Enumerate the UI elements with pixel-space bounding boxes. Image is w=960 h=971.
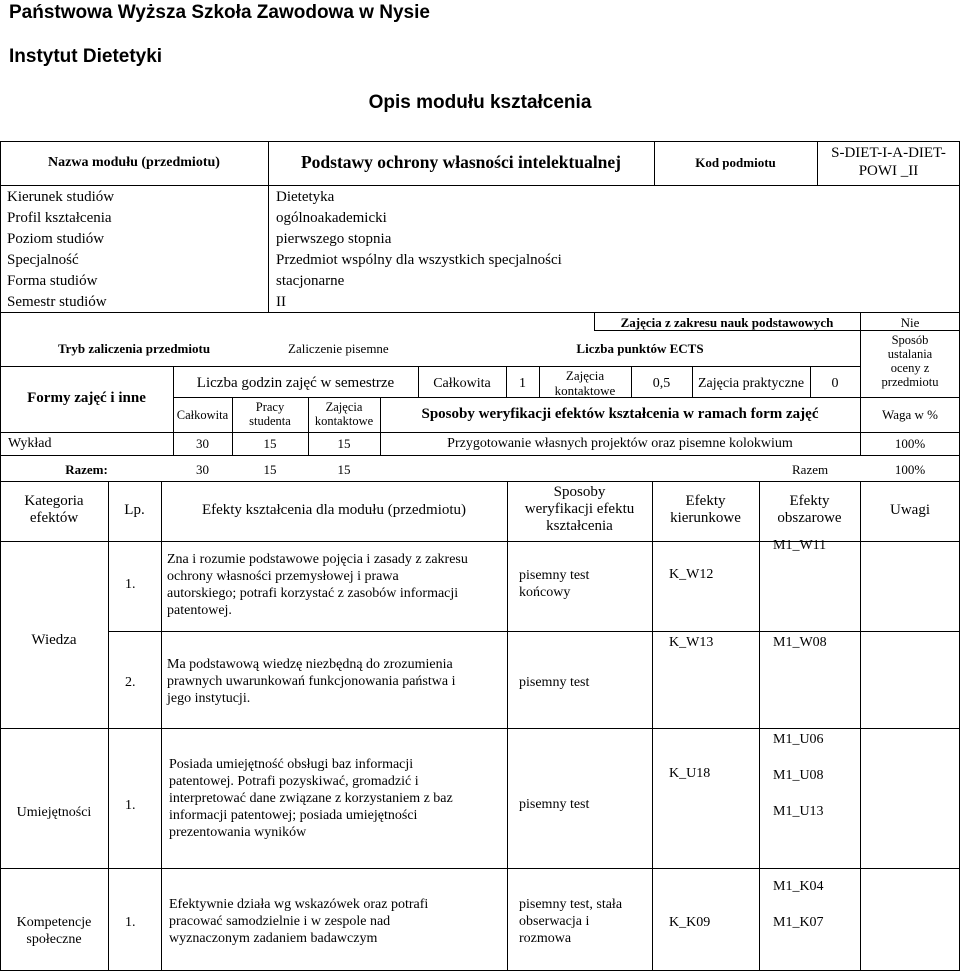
competence-1-text: Efektywnie działa wg wskazówek oraz potrafi pracować samodzielnie i w zespole nad wyznaczonym zadaniem badawczym <box>169 897 429 946</box>
credit-mode-label: Tryb zaliczenia przedmiotu <box>57 341 211 356</box>
info-value: ogólnoakademicki <box>276 210 387 226</box>
area-effects-header: Efekty obszarowe <box>777 493 842 526</box>
lp-header: Lp. <box>124 502 145 518</box>
sum-work: 15 <box>263 462 277 477</box>
total-ects-value: 1 <box>519 376 526 391</box>
total-ects-label: Całkowita <box>433 376 491 391</box>
col-total-header: Całkowita <box>176 408 229 422</box>
knowledge-1-directional: K_W12 <box>669 567 714 582</box>
sum-right-label: Razem <box>792 462 829 477</box>
knowledge-1-lp: 1. <box>125 577 136 592</box>
info-label: Kierunek studiów <box>7 189 115 205</box>
col-work-header: Pracy studenta <box>249 400 291 428</box>
basic-sciences-value: Nie <box>900 315 920 330</box>
info-values <box>276 187 562 313</box>
institute-name: Instytut Dietetyki <box>9 46 163 67</box>
sum-right-value: 100% <box>894 462 926 477</box>
knowledge-1-area: M1_W11 <box>773 538 827 553</box>
info-labels <box>7 187 114 313</box>
category-header: Kategoria efektów <box>24 493 84 526</box>
info-value: Dietetyka <box>276 189 335 205</box>
col-contact-header: Zajęcia kontaktowe <box>314 400 374 428</box>
info-value: stacjonarne <box>276 273 345 289</box>
hours-label: Liczba godzin zajęć w semestrze <box>196 375 395 391</box>
contact-ects-label: Zajęcia kontaktowe <box>554 368 616 398</box>
practical-ects-label: Zajęcia praktyczne <box>697 376 805 391</box>
competence-1-lp: 1. <box>125 915 136 930</box>
knowledge-2-lp: 2. <box>125 675 136 690</box>
effects-header: Efekty kształcenia dla modułu (przedmiotu) <box>201 502 467 518</box>
sum-total: 30 <box>196 462 209 477</box>
category-skills: Umiejętności <box>16 805 92 820</box>
competence-1-directional: K_K09 <box>669 915 711 930</box>
knowledge-1-verification: pisemny test końcowy <box>519 568 590 600</box>
skills-1-lp: 1. <box>125 798 136 813</box>
credit-mode-value: Zaliczenie pisemne <box>288 341 389 356</box>
category-social-competence: Kompetencje społeczne <box>16 915 92 947</box>
practical-ects-value: 0 <box>831 376 839 391</box>
info-label: Forma studiów <box>7 273 98 289</box>
document-title: Opis modułu kształcenia <box>368 92 592 113</box>
lecture-work: 15 <box>263 436 277 451</box>
sum-label: Razem: <box>65 462 108 477</box>
info-value: Przedmiot wspólny dla wszystkich specjalności <box>276 252 562 268</box>
module-code-value: S-DIET-I-A-DIET- POWI _II <box>831 145 946 179</box>
info-value: pierwszego stopnia <box>276 231 392 247</box>
lecture-contact: 15 <box>337 436 351 451</box>
module-code-label: Kod podmiotu <box>695 155 776 170</box>
info-label: Poziom studiów <box>7 231 105 247</box>
sum-contact: 15 <box>337 462 351 477</box>
lecture-name: Wykład <box>8 436 52 451</box>
assessment-method-label: Sposób ustalania oceny z przedmiotu <box>881 333 939 389</box>
info-label: Semestr studiów <box>7 294 107 310</box>
notes-header: Uwagi <box>890 502 930 518</box>
weight-header: Waga w % <box>882 407 938 422</box>
module-name-value: Podstawy ochrony własności intelektualnej <box>300 152 622 172</box>
competence-1-area-1: M1_K04 <box>773 879 824 894</box>
skills-1-directional: K_U18 <box>669 766 711 781</box>
forms-label: Formy zajęć i inne <box>27 390 146 406</box>
contact-ects-value: 0,5 <box>652 376 671 391</box>
knowledge-2-area: M1_W08 <box>773 635 827 650</box>
info-value: II <box>276 294 286 310</box>
basic-sciences-label: Zajęcia z zakresu nauk podstawowych <box>620 315 834 330</box>
skills-1-area-2: M1_U08 <box>773 768 824 783</box>
competence-1-verification: pisemny test, stała obserwacja i rozmowa <box>519 897 623 946</box>
school-name: Państwowa Wyższa Szkoła Zawodowa w Nysie <box>9 2 430 23</box>
knowledge-1-text: Zna i rozumie podstawowe pojęcia i zasady z zakresu ochrony własności przemysłowej i prawa autorskiego; potrafi korzystać z zasobów informacji patentowej. <box>167 552 468 618</box>
lecture-verification: Przygotowanie własnych projektów oraz pisemne kolokwium <box>447 436 793 451</box>
directional-effects-header: Efekty kierunkowe <box>670 493 741 526</box>
knowledge-2-text: Ma podstawową wiedzę niezbędną do zrozumienia prawnych uwarunkowań funkcjonowania państwa i jego instytucji. <box>167 657 456 706</box>
verification-method-header: Sposoby weryfikacji efektu kształcenia <box>524 484 635 534</box>
skills-1-area-1: M1_U06 <box>773 732 824 747</box>
knowledge-2-directional: K_W13 <box>669 635 714 650</box>
info-label: Specjalność <box>7 252 79 268</box>
knowledge-2-verification: pisemny test <box>519 675 590 690</box>
skills-1-verification: pisemny test <box>519 797 590 812</box>
skills-1-text: Posiada umiejętność obsługi baz informacji patentowej. Potrafi pozyskiwać, gromadzić i interpretować dane związane z korzystaniem z baz informacji patentowej; posiada umiejętności prezentowania wyników <box>169 757 453 840</box>
verification-header: Sposoby weryfikacji efektów kształcenia w ramach form zajęć <box>421 406 819 422</box>
skills-1-area-3: M1_U13 <box>773 804 824 819</box>
ects-label: Liczba punktów ECTS <box>576 341 704 356</box>
lecture-total: 30 <box>196 436 209 451</box>
category-knowledge: Wiedza <box>31 632 77 648</box>
info-label: Profil kształcenia <box>7 210 112 226</box>
module-name-label: Nazwa modułu (przedmiotu) <box>48 155 220 170</box>
competence-1-area-2: M1_K07 <box>773 915 824 930</box>
lecture-weight: 100% <box>894 436 926 451</box>
